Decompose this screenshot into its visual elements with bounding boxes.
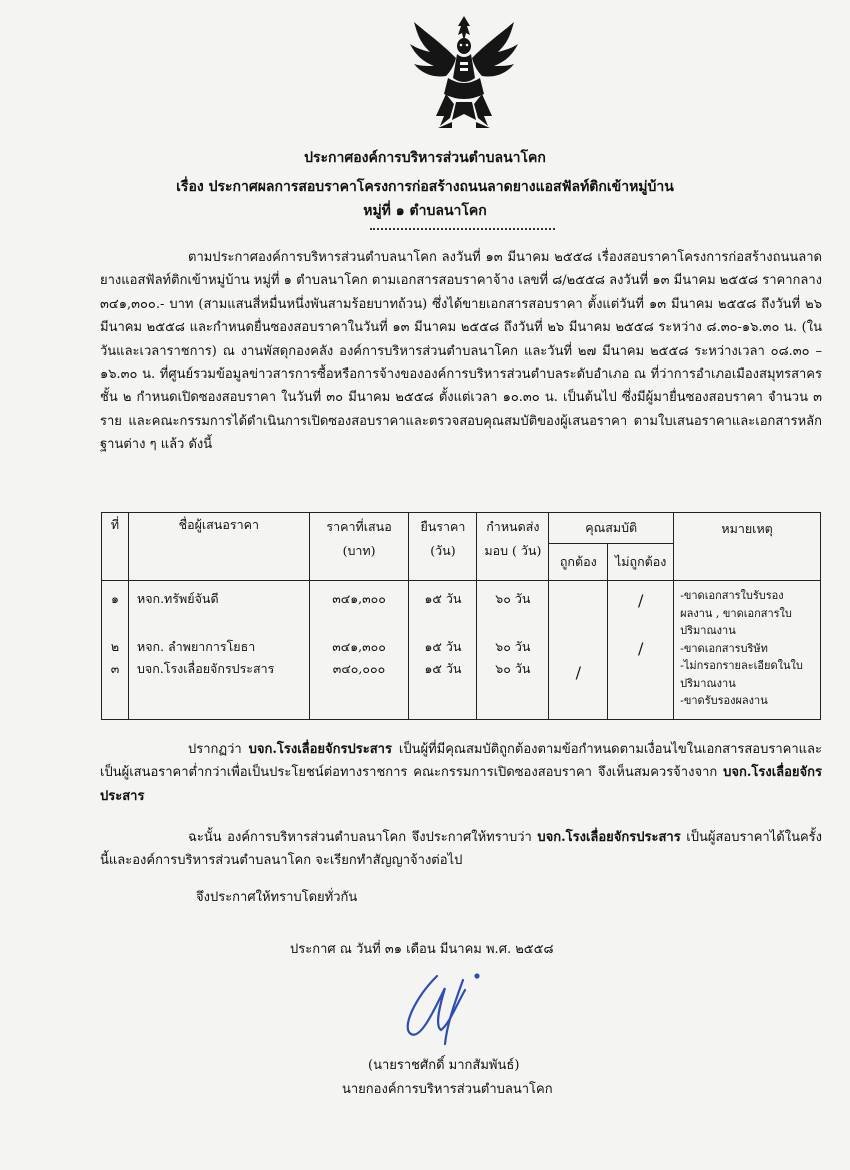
col-header-price-line1: ราคาที่เสนอ bbox=[326, 519, 392, 534]
header-org-line: ประกาศองค์การบริหารส่วนตำบลนาโคก bbox=[304, 150, 546, 166]
col-header-validity bbox=[409, 513, 477, 581]
col-header-bidder: ชื่อผู้เสนอราคา bbox=[128, 513, 309, 581]
remark-line: ผลงาน , ขาดเอกสารใบ bbox=[680, 606, 792, 620]
cell-qual-ok bbox=[549, 581, 608, 720]
result-paragraph bbox=[100, 738, 822, 808]
row-2-delivery: ๖๐ วัน bbox=[495, 639, 531, 654]
cell-qual-bad bbox=[608, 581, 674, 720]
remark-line: -ไม่กรอกรายละเอียดในใบ bbox=[680, 659, 803, 672]
garuda-emblem-icon bbox=[400, 12, 528, 140]
remark-line: -ขาดเอกสารบริษัท bbox=[680, 641, 768, 655]
row-3-delivery: ๖๐ วัน bbox=[495, 661, 531, 676]
cell-delivery bbox=[477, 581, 549, 720]
cell-bidder bbox=[128, 581, 309, 720]
result-pre: ปรากฏว่า bbox=[188, 742, 249, 757]
row-2-price: ๓๔๑,๓๐๐ bbox=[332, 639, 386, 654]
cell-validity bbox=[409, 581, 477, 720]
col-header-price bbox=[309, 513, 409, 581]
signer-title: นายกองค์การบริหารส่วนตำบลนาโคก bbox=[342, 1082, 553, 1097]
remark-line: ปริมาณงาน bbox=[680, 676, 736, 690]
row-1-no: ๑ bbox=[111, 591, 119, 606]
result-mid: เป็นผู้ที่มีคุณสมบัติถูกต้องตามข้อกำหนดตามเงื่อนไขในเอกสารสอบราคาและเป็นผู้เสนอราคาต่ำกว่าเพื่อเป็นประโยชน์ต่อทางราชการ คณะกรรมการเปิดซองสอบราคา จึงเห็นสมควรจ้างจาก bbox=[100, 742, 822, 781]
announce-paragraph bbox=[100, 826, 822, 873]
row-3-validity: ๑๕ วัน bbox=[424, 661, 462, 676]
row-3-price: ๓๔๐,๐๐๐ bbox=[332, 661, 386, 676]
remark-line: ปริมาณงาน bbox=[680, 624, 736, 637]
row-2-validity: ๑๕ วัน bbox=[424, 639, 462, 654]
col-header-qual-ok: ถูกต้อง bbox=[549, 544, 608, 581]
row-3-qual-ok: / bbox=[575, 663, 581, 682]
header-divider bbox=[370, 228, 555, 230]
header-subject-line: เรื่อง ประกาศผลการสอบราคาโครงการก่อสร้างถนนลาดยางแอสฟัลท์ติกเข้าหมู่บ้าน bbox=[176, 179, 674, 195]
winner-name-2: บจก.โรงเลื่อยจักรประสาร bbox=[100, 765, 822, 804]
announce-text bbox=[100, 826, 822, 873]
announce-pre: ฉะนั้น องค์การบริหารส่วนตำบลนาโคก จึงประกาศให้ทราบว่า bbox=[188, 830, 538, 845]
signer-name: (นายราชศักดิ์ มากสัมพันธ์) bbox=[368, 1058, 520, 1073]
row-1-qual-bad: / bbox=[637, 591, 644, 610]
closing-line: จึงประกาศให้ทราบโดยทั่วกัน bbox=[196, 890, 358, 905]
cell-price bbox=[309, 581, 409, 720]
row-1-bidder: หจก.ทรัพย์จันดี bbox=[136, 591, 219, 606]
row-3-bidder: บจก.โรงเลื่อยจักรประสาร bbox=[136, 661, 275, 676]
intro-paragraph bbox=[100, 246, 822, 457]
remark-line: -ขาดรับรองผลงาน bbox=[680, 694, 768, 707]
col-header-delivery bbox=[477, 513, 549, 581]
col-header-price-line2: (บาท) bbox=[342, 543, 376, 558]
cell-remark bbox=[674, 581, 821, 720]
row-1-price: ๓๔๑,๓๐๐ bbox=[332, 591, 386, 606]
col-header-qual-bad: ไม่ถูกต้อง bbox=[608, 544, 674, 581]
col-header-remark: หมายเหตุ bbox=[674, 513, 821, 581]
col-header-validity-line1: ยืนราคา bbox=[420, 519, 466, 534]
bid-results-table bbox=[101, 512, 821, 720]
row-1-validity: ๑๕ วัน bbox=[424, 591, 462, 606]
date-line: ประกาศ ณ วันที่ ๓๑ เดือน มีนาคม พ.ศ. ๒๕๕๘ bbox=[290, 942, 554, 957]
row-2-bidder: หจก. ลำพยาการโยธา bbox=[136, 639, 256, 654]
row-3-no: ๓ bbox=[110, 661, 120, 676]
result-text bbox=[100, 738, 822, 808]
row-1-delivery: ๖๐ วัน bbox=[495, 591, 531, 606]
signature-icon bbox=[395, 968, 505, 1048]
col-header-validity-line2: (วัน) bbox=[430, 543, 456, 558]
col-header-delivery-line1: กำหนดส่ง bbox=[486, 519, 540, 534]
col-header-delivery-line2: มอบ ( วัน) bbox=[484, 543, 542, 558]
winner-name: บจก.โรงเลื่อยจักรประสาร bbox=[248, 742, 392, 757]
col-header-no: ที่ bbox=[102, 513, 129, 581]
announce-winner: บจก.โรงเลื่อยจักรประสาร bbox=[537, 830, 681, 845]
header-village-line: หมู่ที่ ๑ ตำบลนาโคก bbox=[363, 203, 487, 219]
cell-no bbox=[102, 581, 129, 720]
row-2-qual-bad: / bbox=[637, 639, 644, 658]
remark-line: -ขาดเอกสารใบรับรอง bbox=[680, 589, 784, 602]
col-header-qualification: คุณสมบัติ bbox=[549, 513, 674, 544]
announce-post: เป็นผู้สอบราคาได้ในครั้งนี้และองค์การบริหารส่วนตำบลนาโคก จะเรียกทำสัญญาจ้างต่อไป bbox=[100, 830, 822, 869]
intro-text: ตามประกาศองค์การบริหารส่วนตำบลนาโคก ลงวันที่ ๑๓ มีนาคม ๒๕๕๘ เรื่องสอบราคาโครงการก่อสร้างถนนลาดยางแอสฟัลท์ติกเข้าหมู่บ้าน หมู่ที่ ๑ ตำบลนาโคก ตามเอกสารสอบราคาจ้าง เลขที่ ๘/๒๕๕๘ ลงวันที่ ๑๓ มีนาคม ๒๕๕๘ ราคากลาง ๓๔๑,๓๐๐.- บาท (สามแสนสี่หมื่นหนึ่งพันสามร้อยบาทถ้วน) ซึ่งได้ขายเอกสารสอบราคา ตั้งแต่วันที่ ๑๓ มีนาคม ๒๕๕๘ ถึงวันที่ ๒๖ มีนาคม ๒๕๕๘ และกำหนดยื่นซองสอบราคาในวันที่ ๑๓ มีนาคม ๒๕๕๘ ถึงวันที่ ๒๖ มีนาคม ๒๕๕๘ ระหว่าง ๘.๓๐-๑๖.๓๐ น. (ในวันและเวลาราชการ) ณ งานพัสดุกองคลัง องค์การบริหารส่วนตำบลนาโคก และวันที่ ๒๗ มีนาคม ๒๕๕๘ ระหว่างเวลา ๐๘.๓๐ – ๑๖.๓๐ น. ที่ศูนย์รวมข้อมูลข่าวสารการซื้อหรือการจ้างขององค์การบริหารส่วนตำบลระดับอำเภอ ณ ที่ว่าการอำเภอเมืองสมุทรสาคร ชั้น ๒ กำหนดเปิดซองสอบราคา ในวันที่ ๓๐ มีนาคม ๒๕๕๘ ตั้งแต่เวลา ๑๐.๓๐ น. เป็นต้นไป ซึ่งมีผู้มายื่นซองสอบราคา จำนวน ๓ ราย และคณะกรรมการได้ดำเนินการเปิดซองสอบราคาและตรวจสอบคุณสมบัติของผู้เสนอราคา ตามใบเสนอราคาและเอกสารหลักฐานต่าง ๆ แล้ว ดังนี้ bbox=[100, 250, 822, 453]
row-2-no: ๒ bbox=[110, 639, 120, 654]
remark-list bbox=[680, 587, 818, 710]
